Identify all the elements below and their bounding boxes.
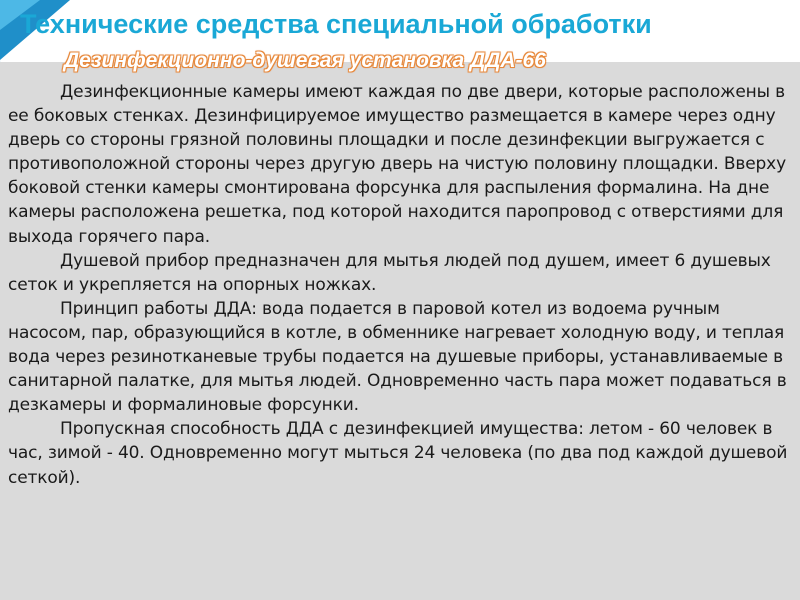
- slide-subtitle: Дезинфекционно-душевая установка ДДА-66: [64, 49, 546, 72]
- body-text: [8, 80, 788, 490]
- paragraph-throughput: Пропускная способность ДДА с дезинфекцией имущества: летом - 60 человек в час, зимой - 40. Одновременно могут мыться 24 человека (по два под каждой душевой сеткой).: [8, 419, 788, 488]
- paragraph-shower-device: Душевой прибор предназначен для мытья людей под душем, имеет 6 душевых сеток и укрепляется на опорных ножках.: [8, 250, 771, 295]
- slide-title: Технические средства специальной обработки: [20, 9, 652, 39]
- paragraph-disinfection-chambers: Дезинфекционные камеры имеют каждая по две двери, которые расположены в ее боковых стенках. Дезинфицируемое имущество размещается в камере через одну дверь со стороны грязной половины площадки и после дезинфекции выгружается с противоположной стороны через другую дверь на чистую половину площадки. Вверху боковой стенки камеры смонтирована форсунка для распыления формалина. На дне камеры расположена решетка, под которой находится паропровод с отверстиями для выхода горячего пара.: [8, 82, 787, 247]
- paragraph-operation-principle: Принцип работы ДДА: вода подается в паровой котел из водоема ручным насосом, пар, образующийся в котле, в обменнике нагревает холодную воду, и теплая вода через резинотканевые трубы подается на душевые приборы, устанавливаемые в санитарной палатке, для мытья людей. Одновременно часть пара может подаваться в дезкамеры и формалиновые форсунки.: [8, 298, 787, 416]
